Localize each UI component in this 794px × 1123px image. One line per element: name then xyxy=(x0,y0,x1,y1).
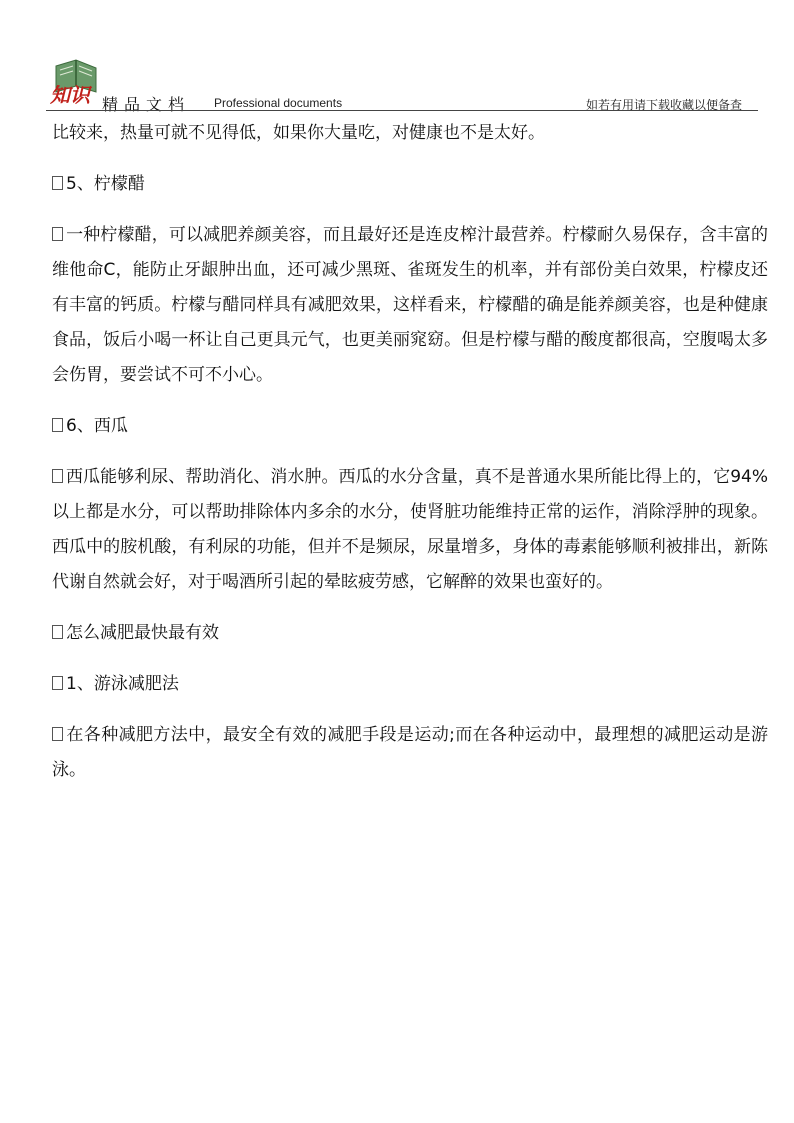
paragraph-text: 一种柠檬醋，可以减肥养颜美容，而且最好还是连皮榨汁最营养。柠檬耐久易保存，含丰富的维他命C，能防止牙龈肿出血，还可减少黑斑、雀斑发生的机率，并有部份美白效果，柠檬皮还有丰富的钙质。柠檬与醋同样具有减肥效果，这样看来，柠檬醋的确是能养颜美容，也是种健康食品，饭后小喝一杯让自己更具元气，也更美丽窕窈。但是柠檬与醋的酸度都很高，空腹喝太多会伤胃，要尝试不可不小心。 xyxy=(52,225,768,385)
paragraph-text: 5、柠檬醋 xyxy=(66,174,145,194)
paragraph xyxy=(52,116,768,151)
placeholder-box-icon xyxy=(52,176,63,190)
placeholder-box-icon xyxy=(52,676,63,690)
logo-text: 知识 xyxy=(50,83,90,107)
paragraph xyxy=(52,667,768,702)
paragraph xyxy=(52,460,768,600)
paragraph-text: 在各种减肥方法中，最安全有效的减肥手段是运动;而在各种运动中，最理想的减肥运动是游泳。 xyxy=(52,725,768,780)
placeholder-box-icon xyxy=(52,727,63,741)
document-body xyxy=(52,116,768,804)
paragraph xyxy=(52,718,768,788)
paragraph xyxy=(52,218,768,393)
paragraph xyxy=(52,616,768,651)
paragraph xyxy=(52,167,768,202)
placeholder-box-icon xyxy=(52,227,63,241)
header-divider xyxy=(46,110,758,111)
brand-title: 精品文档 xyxy=(102,95,191,114)
placeholder-box-icon xyxy=(52,625,63,639)
placeholder-box-icon xyxy=(52,418,63,432)
brand-subtitle: Professional documents xyxy=(214,96,343,110)
paragraph-text: 1、游泳减肥法 xyxy=(66,674,179,694)
page-header xyxy=(0,0,794,112)
paragraph-text: 比较来，热量可就不见得低，如果你大量吃，对健康也不是太好。 xyxy=(52,123,545,143)
paragraph-text: 6、西瓜 xyxy=(66,416,128,436)
header-note: 如若有用请下载收藏以便备查 xyxy=(586,98,743,112)
placeholder-box-icon xyxy=(52,469,63,483)
book-logo-icon xyxy=(46,52,102,108)
paragraph-text: 怎么减肥最快最有效 xyxy=(66,623,219,643)
paragraph-text: 西瓜能够利尿、帮助消化、消水肿。西瓜的水分含量，真不是普通水果所能比得上的，它94%以上都是水分，可以帮助排除体内多余的水分，使肾脏功能维持正常的运作，消除浮肿的现象。西瓜中的胺机酸，有利尿的功能，但并不是频尿，尿量增多，身体的毒素能够顺利被排出，新陈代谢自然就会好，对于喝酒所引起的晕眩疲劳感，它解醉的效果也蛮好的。 xyxy=(52,467,768,592)
paragraph xyxy=(52,409,768,444)
